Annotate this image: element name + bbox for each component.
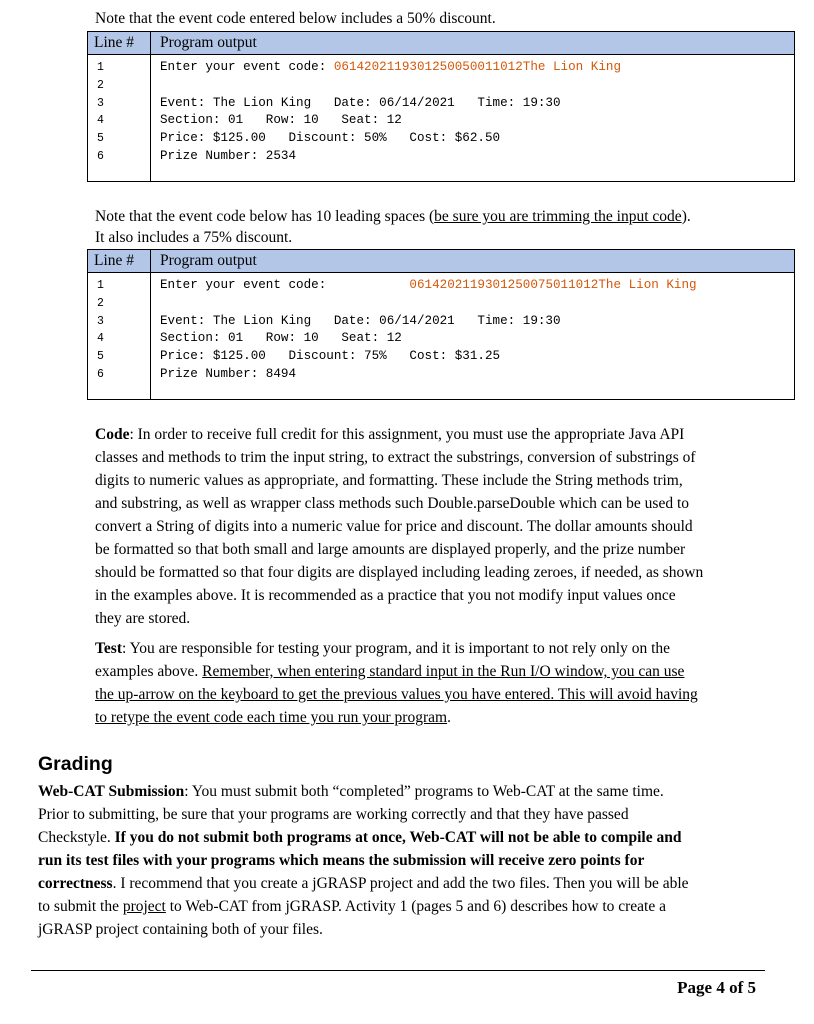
output-line: Price: $125.00 Discount: 50% Cost: $62.50 (160, 131, 501, 146)
footer-divider (31, 970, 765, 971)
table-header (88, 32, 794, 55)
output-line: Section: 01 Row: 10 Seat: 12 (160, 113, 402, 128)
line-number: 6 (97, 367, 104, 381)
line-number: 1 (97, 61, 104, 74)
line-numbers (88, 273, 151, 399)
line-number: 6 (97, 149, 104, 163)
line-header: Line # (88, 32, 151, 54)
output-line: Event: The Lion King Date: 06/14/2021 Time: 19:30 (160, 95, 561, 110)
output-table-2 (87, 249, 795, 400)
program-output (151, 55, 621, 181)
line-number: 2 (97, 78, 104, 92)
line-number: 2 (97, 296, 104, 310)
note-leading-spaces: Note that the event code below has 10 leading spaces (be sure you are trimming the input code). (95, 208, 691, 225)
line-number: 5 (97, 350, 104, 364)
grading-paragraph: Web-CAT Submission: You must submit both “completed” programs to Web-CAT at the same time. Prior to submitting, be sure that your programs are working correctly and that they have passed Checkstyle. If you do not submit both programs at once, Web-CAT will not be able to compile and run its test files with your programs which means the submission will receive zero points for correctness. I recommend that you create a jGRASP project and add the two files. Then you will be able to submit the project to Web-CAT from jGRASP. Activity 1 (pages 5 and 6) describes how to create a jGRASP project containing both of your files. (38, 783, 689, 938)
input-value: 0614202119301250050011012The Lion King (333, 60, 622, 74)
note-discount-50: Note that the event code entered below includes a 50% discount. (95, 10, 496, 27)
program-output (151, 273, 697, 399)
line-number: 3 (97, 96, 104, 110)
code-paragraph: Code: In order to receive full credit for this assignment, you must use the appropriate Java API classes and methods to trim the input string, to extract the substrings, conversion of substrings of digits to numeric values as appropriate, and formatting. These include the String methods trim, and substring, as well as wrapper class methods such Double.parseDouble which can be used to convert a String of digits into a numeric value for price and discount. The dollar amounts should be formatted so that both small and large amounts are displayed properly, and the prize number should be formatted so that four digits are displayed including leading zeroes, if needed, as shown in the examples above. It is recommended as a practice that you not modify input values once they are stored. (95, 426, 704, 627)
output-header: Program output (160, 252, 257, 269)
output-line (160, 77, 621, 95)
project-link: project (122, 898, 166, 915)
webcat-label: Web-CAT Submission (38, 783, 185, 800)
output-line (160, 277, 697, 295)
prompt-text: Enter your event code: (160, 60, 334, 74)
test-label: Test (95, 640, 122, 657)
input-value: 0614202119301250075011012The Lion King (409, 278, 697, 292)
table-header (88, 250, 794, 273)
output-line: Section: 01 Row: 10 Seat: 12 (160, 331, 402, 346)
grading-heading: Grading (38, 753, 113, 775)
output-line: Price: $125.00 Discount: 75% Cost: $31.25 (160, 349, 501, 364)
output-line: Prize Number: 8494 (160, 366, 297, 381)
output-line: Prize Number: 2534 (160, 148, 297, 163)
line-number: 1 (97, 279, 104, 292)
code-label: Code (95, 426, 130, 443)
line-header: Line # (88, 250, 151, 272)
output-line: Event: The Lion King Date: 06/14/2021 Time: 19:30 (160, 313, 561, 328)
line-numbers (88, 55, 151, 181)
output-table-1 (87, 31, 795, 182)
page-number: Page 4 of 5 (677, 978, 756, 997)
line-number: 5 (97, 132, 104, 146)
output-line (160, 295, 697, 313)
line-number: 4 (97, 332, 104, 346)
output-header: Program output (160, 34, 257, 51)
line-number: 3 (97, 314, 104, 328)
test-paragraph: Test: You are responsible for testing your program, and it is important to not rely only on the examples above. Remember, when entering standard input in the Run I/O window, you can use the up-arrow on the keyboard to get the previous values you have entered. This will avoid having to retype the event code each time you run your program. (95, 640, 698, 726)
trim-reminder: be sure you are trimming the input code (434, 208, 682, 225)
note-discount-75: It also includes a 75% discount. (95, 229, 293, 246)
output-line (160, 59, 621, 77)
prompt-text: Enter your event code: (160, 278, 410, 292)
line-number: 4 (97, 114, 104, 128)
